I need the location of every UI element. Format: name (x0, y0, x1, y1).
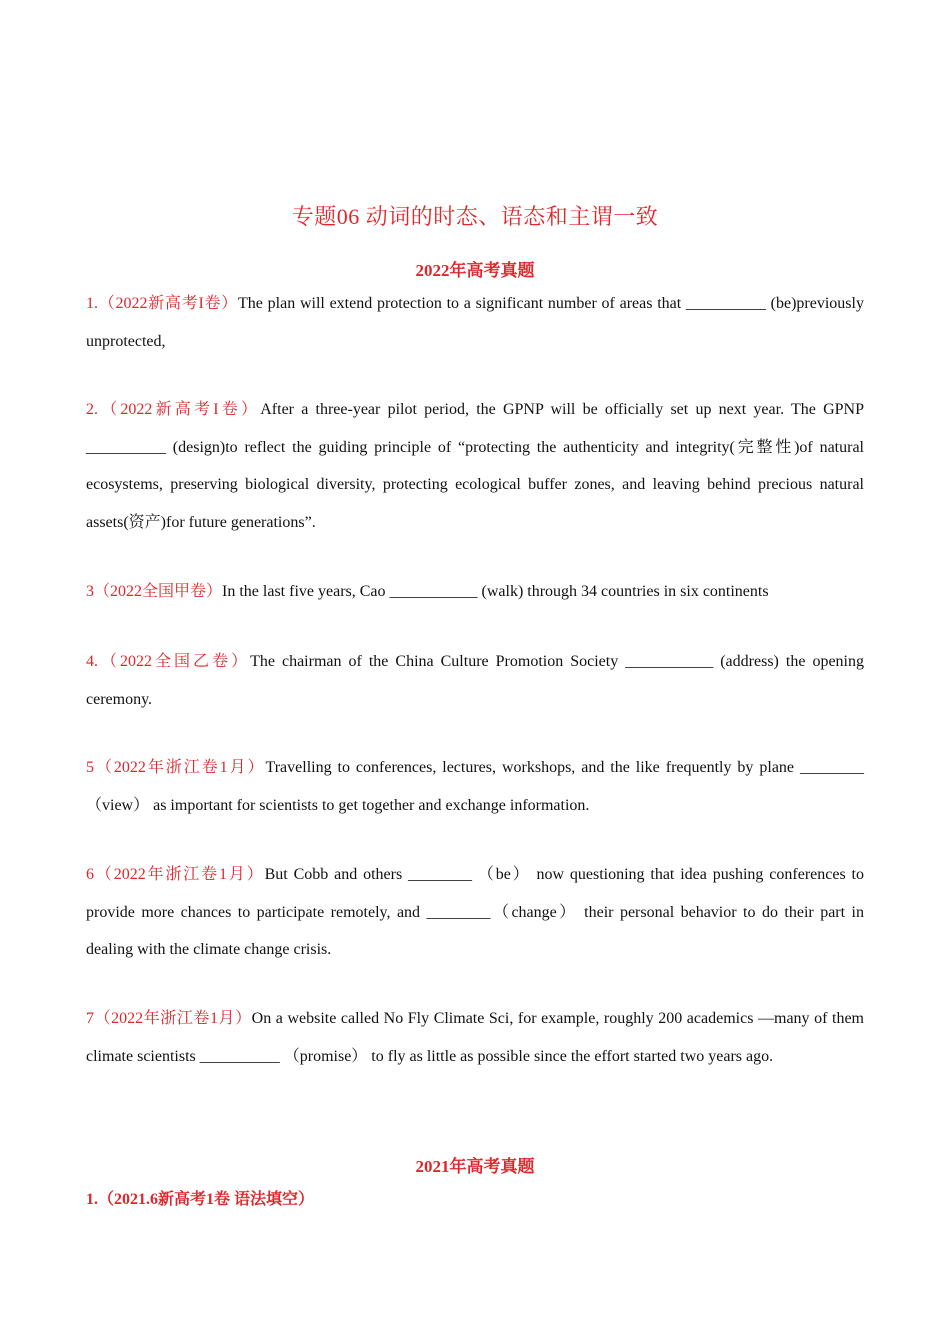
question-text: But Cobb and others ________ （be） now questioning that idea pushing conferences to provide more chances to participate remotely, and ________（change） their personal behavior to do their part in dealing with the climate change crisis. (86, 866, 864, 958)
question-text: In the last five years, Cao ___________ (walk) through 34 countries in six continents (222, 583, 769, 600)
question-text: The chairman of the China Culture Promotion Society ___________ (address) the opening ceremony. (86, 653, 864, 708)
question-source: 1.（2022新高考I卷） (86, 295, 239, 312)
question-source: 6（2022年浙江卷1月） (86, 866, 265, 883)
question-4 (86, 643, 864, 718)
question-5 (86, 749, 864, 824)
question-2 (86, 391, 864, 541)
question-text: After a three-year pilot period, the GPNP will be officially set up next year. The GPNP __________ (design)to reflect the guiding principle of “protecting the authenticity and integrity(完整性)of natural ecosystems, preserving biological diversity, protecting ecological buffer zones, and leaving behind precious natural assets(资产)for future generations”. (86, 401, 864, 531)
section-heading-2022: 2022年高考真题 (415, 261, 535, 280)
question-1 (86, 285, 864, 360)
question-text: Travelling to conferences, lectures, workshops, and the like frequently by plane ________（view） as important for scientists to get together and exchange information. (86, 759, 864, 814)
question-source: 4.（2022全国乙卷） (86, 653, 251, 670)
question-7 (86, 1000, 864, 1075)
question-source: 5（2022年浙江卷1月） (86, 759, 266, 776)
page-title: 专题06 动词的时态、语态和主谓一致 (291, 204, 659, 229)
question-3 (86, 573, 864, 611)
question-text: On a website called No Fly Climate Sci, for example, roughly 200 academics —many of them climate scientists __________ （promise） to fly as little as possible since the effort started two years ago. (86, 1010, 865, 1065)
subquestion-heading: 1.（2021.6新高考1卷 语法填空） (86, 1191, 315, 1208)
question-6 (86, 856, 864, 969)
section-heading-2021: 2021年高考真题 (415, 1157, 535, 1176)
question-source: 3（2022全国甲卷） (86, 583, 223, 600)
question-source: 2.（2022新高考I卷） (86, 401, 261, 418)
question-text: The plan will extend protection to a significant number of areas that __________ (be)previously unprotected, (86, 295, 864, 350)
question-source: 7（2022年浙江卷1月） (86, 1010, 252, 1027)
